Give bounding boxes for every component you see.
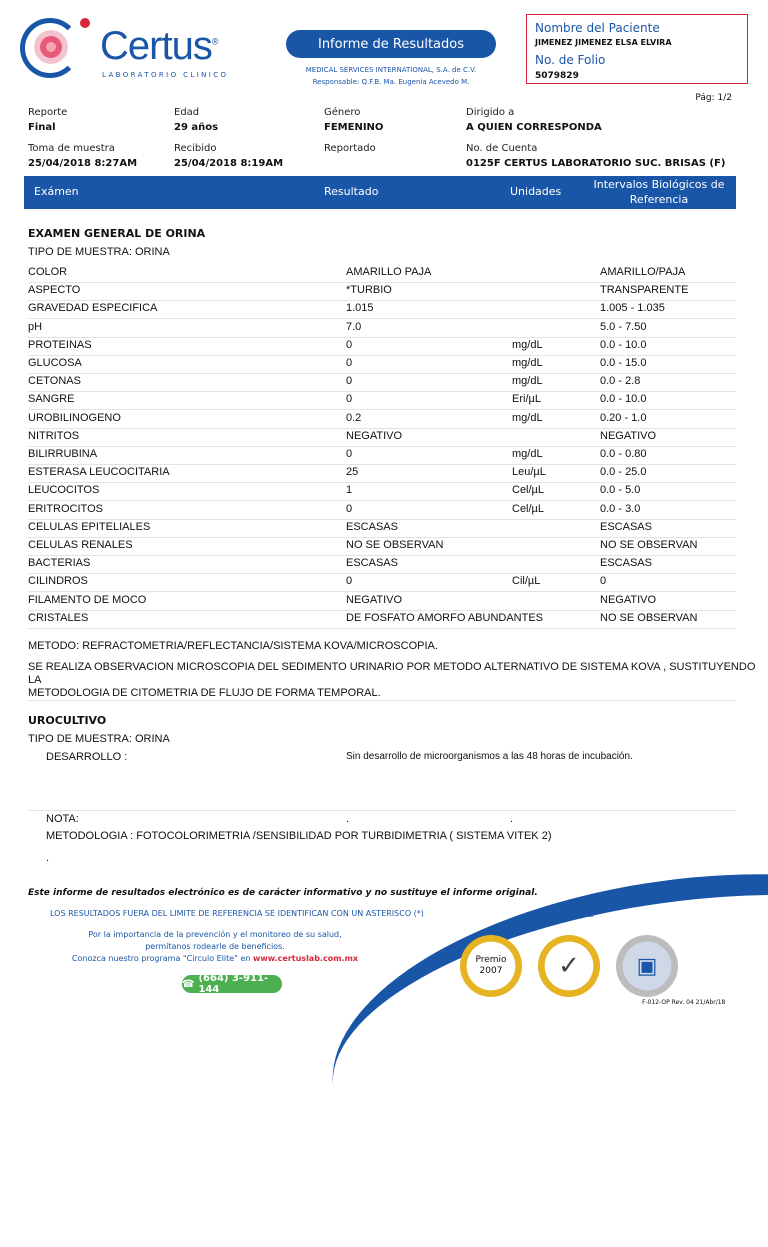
result-reference: 0.0 - 0.80 bbox=[600, 448, 647, 460]
disclaimer: Este informe de resultados electrónico es de carácter informativo y no sustituye el informe original. bbox=[28, 888, 538, 898]
result-reference: AMARILLO/PAJA bbox=[600, 266, 686, 278]
table-row bbox=[28, 300, 736, 319]
result-name: CRISTALES bbox=[28, 611, 89, 624]
result-value: 0.2 bbox=[346, 411, 362, 424]
result-reference: NEGATIVO bbox=[600, 593, 657, 606]
table-row bbox=[28, 592, 736, 611]
desarrollo-label: DESARROLLO : bbox=[46, 751, 128, 763]
reportado-label: Reportado bbox=[324, 143, 376, 154]
recibido-value: 25/04/2018 8:19AM bbox=[174, 158, 284, 169]
table-row bbox=[28, 373, 736, 392]
method-note bbox=[28, 661, 768, 700]
col-intervalos: Intervalos Biológicos de Referencia bbox=[593, 178, 725, 206]
genero-value: FEMENINO bbox=[324, 122, 384, 133]
result-unit: mg/dL bbox=[512, 411, 543, 424]
method-note-line1: SE REALIZA OBSERVACION MICROSCOPIA DEL SEDIMENTO URINARIO POR METODO ALTERNATIVO DE SISTEMA KOVA , SUSTITUYENDO LA bbox=[28, 661, 756, 686]
certificate-medal-icon: ▣ bbox=[616, 935, 678, 997]
table-row bbox=[28, 391, 736, 410]
result-unit: mg/dL bbox=[512, 338, 543, 351]
result-reference: ESCASAS bbox=[600, 520, 652, 533]
patient-name-label: Nombre del Paciente bbox=[535, 21, 660, 35]
edad-value: 29 años bbox=[174, 122, 219, 133]
section-title-ego: EXAMEN GENERAL DE ORINA bbox=[28, 227, 206, 240]
result-value: NEGATIVO bbox=[346, 593, 403, 606]
patient-box bbox=[526, 14, 748, 84]
result-reference: 0 bbox=[600, 575, 607, 588]
result-value: 1 bbox=[346, 484, 353, 497]
table-header bbox=[24, 176, 736, 209]
result-unit: Cil/µL bbox=[512, 575, 541, 588]
toma-value: 25/04/2018 8:27AM bbox=[28, 158, 138, 169]
folio-value: 5079829 bbox=[535, 71, 579, 81]
award1-year: 2007 bbox=[479, 966, 503, 976]
table-row bbox=[28, 555, 736, 574]
toma-label: Toma de muestra bbox=[28, 143, 115, 154]
brand-subtitle: LABORATORIO CLINICO bbox=[102, 71, 229, 79]
nota-dot: . bbox=[510, 813, 514, 825]
result-unit: Cel/µL bbox=[512, 502, 545, 515]
page-number: Pág: 1/2 bbox=[695, 93, 732, 103]
result-reference: 0.0 - 3.0 bbox=[600, 502, 641, 515]
table-row bbox=[28, 464, 736, 483]
sample-type-2: TIPO DE MUESTRA: ORINA bbox=[28, 733, 170, 745]
phone-badge[interactable] bbox=[182, 975, 282, 993]
award-medal-icon bbox=[460, 935, 522, 997]
result-name: ASPECTO bbox=[28, 284, 81, 297]
awards-label: PREMIOS DE CALIDAD bbox=[528, 912, 594, 919]
promo-line1: Por la importancia de la prevención y el monitoreo de su salud, bbox=[88, 930, 342, 939]
result-name: PROTEINAS bbox=[28, 338, 92, 351]
asterisk-note: LOS RESULTADOS FUERA DEL LIMITE DE REFERENCIA SE IDENTIFICAN CON UN ASTERISCO (*) bbox=[50, 909, 424, 918]
reporte-label: Reporte bbox=[28, 107, 68, 118]
result-reference: 0.0 - 5.0 bbox=[600, 484, 641, 497]
edad-label: Edad bbox=[174, 107, 200, 118]
result-reference: NO SE OBSERVAN bbox=[600, 539, 698, 551]
table-row bbox=[28, 446, 736, 465]
result-name: GRAVEDAD ESPECIFICA bbox=[28, 302, 158, 315]
result-name: FILAMENTO DE MOCO bbox=[28, 593, 147, 606]
result-unit: Leu/µL bbox=[512, 466, 546, 479]
table-row bbox=[28, 264, 736, 283]
result-value: 7.0 bbox=[346, 320, 362, 333]
result-value: ESCASAS bbox=[346, 557, 398, 570]
cuenta-value: 0125F CERTUS LABORATORIO SUC. BRISAS (F) bbox=[466, 158, 726, 169]
nota-dot: . bbox=[346, 813, 350, 825]
phone-icon: ☎ bbox=[182, 978, 195, 990]
genero-label: Género bbox=[324, 107, 361, 118]
col-unidades: Unidades bbox=[510, 185, 562, 198]
result-unit: mg/dL bbox=[512, 375, 543, 388]
result-reference: 0.0 - 25.0 bbox=[600, 466, 647, 479]
report-title: Informe de Resultados bbox=[286, 30, 496, 58]
website-link[interactable]: www.certuslab.com.mx bbox=[252, 954, 359, 963]
result-name: pH bbox=[28, 320, 43, 333]
result-name: COLOR bbox=[28, 266, 68, 278]
result-value: NO SE OBSERVAN bbox=[346, 539, 444, 551]
result-value: 0 bbox=[346, 393, 353, 406]
company-info bbox=[286, 64, 496, 88]
dirigido-label: Dirigido a bbox=[466, 107, 515, 118]
method-text: METODO: REFRACTOMETRIA/REFLECTANCIA/SISTEMA KOVA/MICROSCOPIA. bbox=[28, 640, 438, 652]
folio-label: No. de Folio bbox=[535, 53, 606, 67]
result-value: NEGATIVO bbox=[346, 429, 403, 442]
result-reference: 1.005 - 1.035 bbox=[600, 302, 665, 315]
result-reference: 0.0 - 15.0 bbox=[600, 357, 647, 369]
result-name: CELULAS RENALES bbox=[28, 539, 133, 551]
result-name: GLUCOSA bbox=[28, 357, 82, 369]
result-value: ESCASAS bbox=[346, 520, 398, 533]
table-row bbox=[28, 319, 736, 338]
result-value: 0 bbox=[346, 338, 353, 351]
result-name: LEUCOCITOS bbox=[28, 484, 100, 497]
result-reference: NEGATIVO bbox=[600, 429, 657, 442]
metodologia-text: METODOLOGIA : FOTOCOLORIMETRIA /SENSIBILIDAD POR TURBIDIMETRIA ( SISTEMA VITEK 2) bbox=[46, 830, 552, 842]
result-unit: Cel/µL bbox=[512, 484, 545, 497]
dirigido-value: A QUIEN CORRESPONDA bbox=[466, 122, 602, 133]
section-title-urocultivo: UROCULTIVO bbox=[28, 714, 107, 727]
result-reference: 0.0 - 10.0 bbox=[600, 338, 647, 351]
result-reference: NO SE OBSERVAN bbox=[600, 611, 698, 624]
result-value: 0 bbox=[346, 448, 353, 460]
promo-text bbox=[40, 929, 390, 965]
result-name: ERITROCITOS bbox=[28, 502, 103, 515]
result-reference: 5.0 - 7.50 bbox=[600, 320, 647, 333]
result-name: ESTERASA LEUCOCITARIA bbox=[28, 466, 170, 479]
result-value: 1.015 bbox=[346, 302, 374, 315]
reporte-value: Final bbox=[28, 122, 56, 133]
table-row bbox=[28, 537, 736, 556]
table-row bbox=[28, 410, 736, 429]
table-row bbox=[28, 482, 736, 501]
col-examen: Exámen bbox=[34, 185, 79, 198]
brand-logo: Certus® bbox=[100, 24, 218, 68]
desarrollo-value: Sin desarrollo de microorganismos a las 48 horas de incubación. bbox=[346, 751, 633, 762]
form-code: F-012-OP Rev. 04 21/Abr/18 bbox=[642, 999, 726, 1006]
result-value: DE FOSFATO AMORFO ABUNDANTES bbox=[346, 611, 544, 624]
phone-number: (664) 3-911-144 bbox=[198, 973, 269, 995]
divider bbox=[28, 700, 736, 701]
result-value: AMARILLO PAJA bbox=[346, 266, 432, 278]
result-name: BILIRRUBINA bbox=[28, 448, 98, 460]
result-value: 0 bbox=[346, 502, 353, 515]
promo-program: Conozca nuestro programa "Circulo Elite" en bbox=[71, 954, 253, 963]
promo-line3 bbox=[40, 953, 390, 965]
company-name: MEDICAL SERVICES INTERNATIONAL, S.A. de C.V. bbox=[305, 66, 477, 74]
table-row bbox=[28, 337, 736, 356]
result-reference: 0.0 - 2.8 bbox=[600, 375, 641, 388]
cuenta-label: No. de Cuenta bbox=[466, 143, 538, 154]
logo-dot-icon bbox=[80, 18, 90, 28]
result-value: 0 bbox=[346, 375, 353, 388]
result-name: NITRITOS bbox=[28, 429, 80, 442]
result-value: *TURBIO bbox=[346, 284, 392, 297]
table-row bbox=[28, 282, 736, 301]
result-name: CELULAS EPITELIALES bbox=[28, 520, 151, 533]
result-name: CILINDROS bbox=[28, 575, 88, 588]
result-value: 0 bbox=[346, 575, 353, 588]
result-reference: ESCASAS bbox=[600, 557, 652, 570]
company-responsible: Responsable: Q.F.B. Ma. Eugenia Acevedo M. bbox=[312, 78, 470, 86]
method-note-line2: METODOLOGIA DE CITOMETRIA DE FLUJO DE FORMA TEMPORAL. bbox=[28, 687, 381, 699]
result-value: 0 bbox=[346, 357, 353, 369]
col-resultado: Resultado bbox=[324, 185, 379, 198]
checkmark-medal-icon: ✓ bbox=[538, 935, 600, 997]
result-name: BACTERIAS bbox=[28, 557, 91, 570]
result-unit: mg/dL bbox=[512, 357, 543, 369]
table-row bbox=[28, 355, 736, 374]
trailing-dot: . bbox=[46, 852, 50, 864]
result-name: UROBILINOGENO bbox=[28, 411, 121, 424]
result-reference: 0.0 - 10.0 bbox=[600, 393, 647, 406]
result-name: SANGRE bbox=[28, 393, 75, 406]
logo-flower-icon bbox=[34, 30, 68, 64]
result-unit: mg/dL bbox=[512, 448, 543, 460]
table-row bbox=[28, 519, 736, 538]
table-row bbox=[28, 610, 736, 629]
patient-name-value: JIMENEZ JIMENEZ ELSA ELVIRA bbox=[535, 38, 672, 47]
table-row bbox=[28, 573, 736, 592]
table-row bbox=[28, 501, 736, 520]
divider bbox=[28, 810, 736, 811]
sample-type: TIPO DE MUESTRA: ORINA bbox=[28, 246, 170, 258]
nota-label: NOTA: bbox=[46, 813, 79, 825]
result-reference: TRANSPARENTE bbox=[600, 284, 689, 297]
result-name: CETONAS bbox=[28, 375, 81, 388]
table-row bbox=[28, 428, 736, 447]
result-reference: 0.20 - 1.0 bbox=[600, 411, 647, 424]
result-value: 25 bbox=[346, 466, 359, 479]
recibido-label: Recibido bbox=[174, 143, 217, 154]
award1-text: Premio bbox=[475, 955, 507, 965]
promo-line2: permítanos rodearle de beneficios. bbox=[145, 942, 285, 951]
result-unit: Eri/µL bbox=[512, 393, 541, 406]
